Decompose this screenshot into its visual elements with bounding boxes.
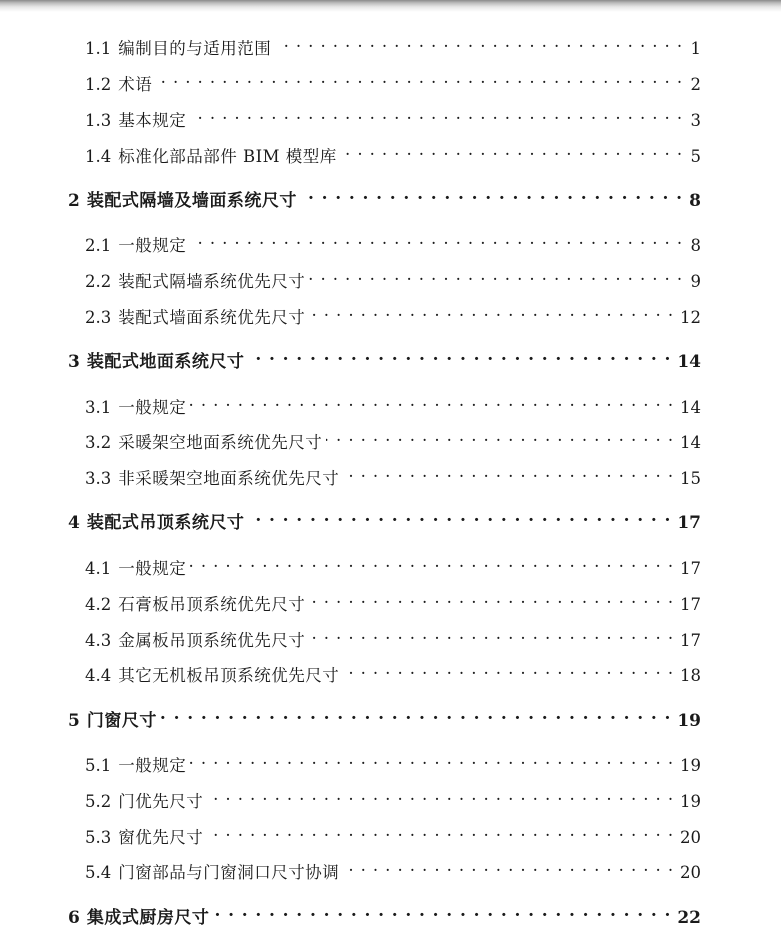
toc-entry-page: 1 — [690, 39, 701, 58]
toc-entry-number: 2 — [68, 191, 80, 211]
dot-leader — [207, 783, 674, 807]
toc-entry-number: 1.2 — [85, 75, 112, 94]
toc-entry-number: 4.4 — [85, 666, 112, 685]
toc-entry-section[interactable] — [85, 138, 701, 166]
toc-entry-number: 1.1 — [85, 39, 112, 58]
toc-entry-page: 8 — [689, 191, 701, 211]
toc-entry-section[interactable] — [85, 657, 701, 685]
toc-entry-section[interactable] — [85, 460, 701, 488]
dot-leader — [190, 747, 674, 771]
toc-entry-section[interactable] — [85, 227, 701, 255]
dot-leader — [156, 66, 683, 90]
dot-leader — [309, 622, 674, 646]
toc-entry-title: 门窗部品与门窗洞口尺寸协调 — [118, 863, 340, 882]
toc-entry-section[interactable] — [85, 819, 701, 847]
toc-entry-title: 编制目的与适用范围 — [118, 39, 272, 58]
toc-entry-number: 4.2 — [85, 595, 112, 614]
toc-entry-title: 装配式墙面系统优先尺寸 — [118, 308, 306, 327]
toc-entry-number: 2.1 — [85, 236, 112, 255]
toc-entry-page: 19 — [680, 756, 701, 775]
dot-leader — [343, 854, 674, 878]
toc-entry-page: 8 — [690, 236, 701, 255]
toc-entry-title: 装配式吊顶系统尺寸 — [86, 513, 245, 533]
dot-leader — [341, 138, 683, 162]
dot-leader — [343, 460, 674, 484]
toc-entry-section[interactable] — [85, 299, 701, 327]
toc-entry-title: 金属板吊顶系统优先尺寸 — [118, 631, 306, 650]
toc-entry-title: 一般规定 — [118, 559, 187, 578]
toc-entry-title: 门窗尺寸 — [86, 711, 157, 731]
toc-entry-section[interactable] — [85, 263, 701, 291]
dot-leader — [190, 389, 674, 413]
toc-entry-chapter[interactable] — [68, 182, 701, 211]
toc-entry-section[interactable] — [85, 854, 701, 882]
toc-entry-number: 4.3 — [85, 631, 112, 650]
toc-entry-page: 20 — [680, 828, 701, 847]
toc-entry-page: 14 — [680, 398, 701, 417]
toc-entry-title: 基本规定 — [118, 111, 187, 130]
toc-entry-page: 14 — [677, 352, 701, 372]
toc-entry-chapter[interactable] — [68, 504, 701, 533]
toc-entry-title: 一般规定 — [118, 236, 187, 255]
toc-entry-number: 3.2 — [85, 433, 112, 452]
toc-entry-page: 2 — [690, 75, 701, 94]
dot-leader — [326, 424, 674, 448]
dot-leader — [343, 657, 674, 681]
viewer-top-edge-shadow — [0, 0, 781, 12]
toc-entry-title: 装配式隔墙系统优先尺寸 — [118, 272, 306, 291]
dot-leader — [275, 30, 683, 54]
toc-entry-number: 6 — [68, 908, 80, 928]
toc-entry-number: 5.4 — [85, 863, 112, 882]
toc-entry-page: 17 — [680, 595, 701, 614]
toc-entry-page: 18 — [680, 666, 701, 685]
toc-entry-title: 非采暖架空地面系统优先尺寸 — [118, 469, 340, 488]
toc-entry-page: 19 — [680, 792, 701, 811]
toc-entry-number: 3.1 — [85, 398, 112, 417]
toc-entry-number: 2.3 — [85, 308, 112, 327]
toc-entry-title: 采暖架空地面系统优先尺寸 — [118, 433, 323, 452]
dot-leader — [309, 263, 683, 287]
toc-entry-number: 1.4 — [85, 147, 112, 166]
toc-entry-page: 17 — [680, 631, 701, 650]
toc-entry-page: 3 — [690, 111, 701, 130]
toc-entry-number: 5.1 — [85, 756, 112, 775]
toc-entry-number: 5 — [68, 711, 80, 731]
toc-entry-title: 门优先尺寸 — [118, 792, 204, 811]
dot-leader — [248, 343, 671, 367]
toc-entry-page: 17 — [680, 559, 701, 578]
toc-entry-number: 3.3 — [85, 469, 112, 488]
dot-leader — [207, 819, 674, 843]
toc-entry-title: 窗优先尺寸 — [118, 828, 204, 847]
dot-leader — [301, 182, 683, 206]
toc-entry-number: 4 — [68, 513, 80, 533]
toc-entry-section[interactable] — [85, 102, 701, 130]
dot-leader — [248, 504, 671, 528]
toc-entry-title: 标准化部品部件 BIM 模型库 — [118, 147, 337, 166]
toc-entry-number: 1.3 — [85, 111, 112, 130]
dot-leader — [309, 299, 674, 323]
toc-entry-number: 4.1 — [85, 559, 112, 578]
toc-entry-section[interactable] — [85, 389, 701, 417]
toc-entry-section[interactable] — [85, 586, 701, 614]
dot-leader — [190, 550, 674, 574]
toc-entry-title: 集成式厨房尺寸 — [86, 908, 210, 928]
dot-leader — [190, 102, 683, 126]
toc-entry-title: 其它无机板吊顶系统优先尺寸 — [118, 666, 340, 685]
toc-entry-number: 5.2 — [85, 792, 112, 811]
toc-entry-chapter[interactable] — [68, 899, 701, 928]
dot-leader — [190, 227, 683, 251]
toc-entry-number: 3 — [68, 352, 80, 372]
toc-entry-title: 一般规定 — [118, 756, 187, 775]
toc-entry-title: 一般规定 — [118, 398, 187, 417]
toc-entry-section[interactable] — [85, 424, 701, 452]
toc-entry-section[interactable] — [85, 66, 701, 94]
toc-entry-page: 14 — [680, 433, 701, 452]
toc-entry-number: 2.2 — [85, 272, 112, 291]
toc-entry-chapter[interactable] — [68, 343, 701, 372]
toc-entry-title: 装配式地面系统尺寸 — [86, 352, 245, 372]
toc-entry-page: 9 — [690, 272, 701, 291]
toc-entry-page: 19 — [677, 711, 701, 731]
toc-entry-section[interactable] — [85, 550, 701, 578]
toc-entry-title: 术语 — [118, 75, 153, 94]
toc-entry-page: 22 — [677, 908, 701, 928]
toc-entry-page: 12 — [680, 308, 701, 327]
dot-leader — [161, 702, 671, 726]
toc-entry-page: 17 — [677, 513, 701, 533]
toc-entry-section[interactable] — [85, 783, 701, 811]
toc-entry-chapter[interactable] — [68, 702, 701, 731]
toc-entry-section[interactable] — [85, 622, 701, 650]
toc-entry-title: 装配式隔墙及墙面系统尺寸 — [86, 191, 297, 211]
toc-entry-page: 15 — [680, 469, 701, 488]
toc-entry-page: 20 — [680, 863, 701, 882]
toc-entry-number: 5.3 — [85, 828, 112, 847]
toc-entry-page: 5 — [690, 147, 701, 166]
toc-entry-section[interactable] — [85, 747, 701, 775]
toc-entry-title: 石膏板吊顶系统优先尺寸 — [118, 595, 306, 614]
toc-entry-section[interactable] — [85, 30, 701, 58]
dot-leader — [309, 586, 674, 610]
dot-leader — [213, 899, 671, 923]
